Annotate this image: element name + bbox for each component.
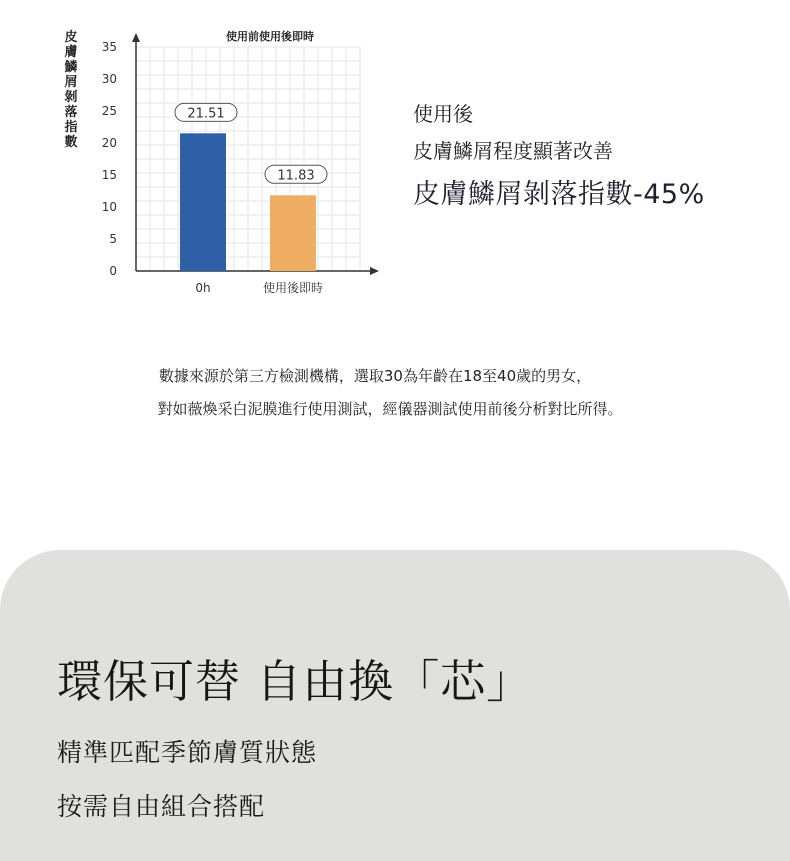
data-source-note-line2: 對如薇煥采白泥膜進行使用測試，經儀器測試使用前後分析對比所得。 (157, 400, 623, 418)
panel-subtitle-1: 精準匹配季節膚質狀態 (57, 738, 318, 767)
y-tick-label: 35 (101, 40, 117, 54)
y-tick-label: 25 (101, 104, 117, 118)
data-label: 11.83 (277, 168, 315, 184)
after-use-label: 使用後 (413, 102, 473, 126)
data-label: 21.51 (187, 106, 225, 122)
data-source-note-line1: 數據來源於第三方檢測機構，選取30為年齡在18至40歲的男女， (158, 367, 592, 385)
bar-chart (0, 0, 400, 310)
y-axis-arrow (132, 33, 140, 42)
panel-subtitle-2: 按需自由組合搭配 (57, 792, 266, 821)
x-tick-label: 使用後即時 (262, 281, 324, 295)
x-tick-label: 0h (195, 281, 211, 295)
y-tick-label: 0 (109, 264, 117, 278)
panel-title: 環保可替 自由換「芯」 (57, 655, 533, 708)
y-tick-label: 30 (101, 72, 117, 86)
y-axis-label: 皮膚鱗屑剝落指數 (64, 30, 78, 150)
bar (180, 133, 226, 271)
improvement-text: 皮膚鱗屑程度顯著改善 (413, 139, 613, 163)
chart-title: 使用前使用後即時 (226, 30, 314, 43)
y-tick-label: 20 (101, 136, 117, 150)
y-tick-label: 5 (109, 232, 117, 246)
y-tick-label: 15 (101, 168, 117, 182)
reduction-stat: 皮膚鱗屑剝落指數-45% (413, 179, 705, 210)
bar (270, 195, 316, 271)
x-axis-arrow (370, 267, 379, 275)
y-tick-label: 10 (101, 200, 117, 214)
